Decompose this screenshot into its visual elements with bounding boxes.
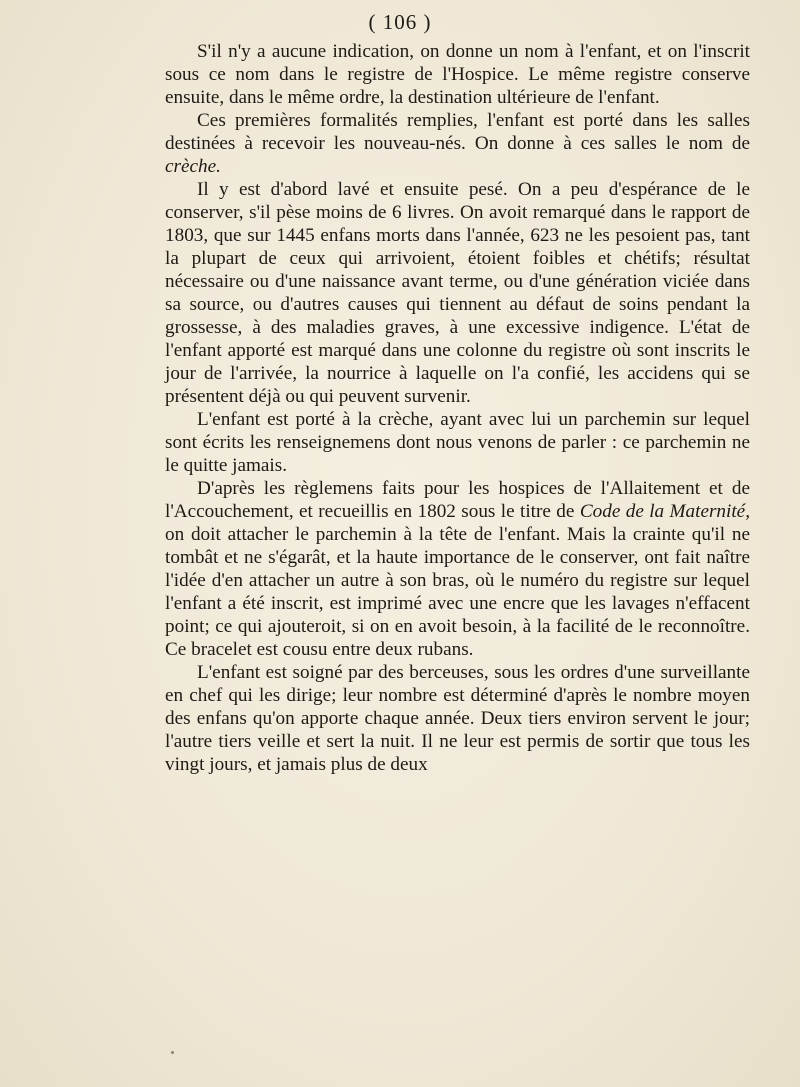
paragraph-6: L'enfant est soigné par des berceuses, sous les ordres d'une surveillante en chef qui les dirige; leur nombre est déterminé d'après le nombre moyen des enfans qu'on apporte chaque année. Deux tiers environ servent le jour; l'autre tiers veille et sert la nuit. Il ne leur est permis de sortir que tous les vingt jours, et jamais plus de deux bbox=[165, 662, 750, 775]
paragraph-5 bbox=[165, 477, 750, 661]
body-text bbox=[165, 40, 750, 776]
page-number: ( 106 ) bbox=[368, 10, 432, 34]
paper-speck bbox=[171, 1051, 174, 1054]
paragraph-4: L'enfant est porté à la crèche, ayant avec lui un parchemin sur lequel sont écrits les renseignemens dont nous venons de parler : ce parchemin ne le quitte jamais. bbox=[165, 409, 750, 476]
paragraph-1: S'il n'y a aucune indication, on donne un nom à l'enfant, et on l'inscrit sous ce nom dans le registre de l'Hospice. Le même registre conserve ensuite, dans le même ordre, la destination ultérieure de l'enfant. bbox=[165, 41, 750, 108]
paragraph-3: Il y est d'abord lavé et ensuite pesé. On a peu d'espérance de le conserver, s'il pèse moins de 6 livres. On avoit remarqué dans le rapport de 1803, que sur 1445 enfans morts dans l'année, 623 ne les pesoient pas, tant la plupart de ceux qui arrivoient, étoient foibles et chétifs; résultat nécessaire ou d'une naissance avant terme, ou d'une génération viciée dans sa source, ou d'autres causes qui tiennent au défaut de soins pendant la grossesse, à des maladies graves, à une excessive indigence. L'état de l'enfant apporté est marqué dans une colonne du registre où sont inscrits le jour de l'arrivée, la nourrice à laquelle on l'a confié, les accidens qui se présentent déjà ou qui peuvent survenir. bbox=[165, 179, 750, 407]
paragraph-2 bbox=[165, 109, 750, 178]
italic-title-code: Code de la Maternité, bbox=[579, 501, 751, 522]
paragraph-5-tail: on doit attacher le parchemin à la tête de l'enfant. Mais la crainte qu'il ne tombât et ne s'égarât, et la haute importance de le conserver, ont fait naître l'idée d'en attacher un autre à son bras, où le numéro du registre sur lequel l'enfant a été inscrit, est imprimé avec une encre que les lavages n'effacent point; ce qui ajouteroit, si on en avoit besoin, à la facilité de le reconnoître. Ce bracelet est cousu entre deux rubans. bbox=[165, 524, 750, 660]
paragraph-2-text: Ces premières formalités remplies, l'enfant est porté dans les salles destinées à recevoir les nouveau-nés. On donne à ces salles le nom de bbox=[165, 110, 750, 154]
paragraph-5-text: D'après les règlemens faits pour les hospices de l'Allaitement et de l'Accouchement, et recueillis en 1802 sous le titre de bbox=[165, 478, 750, 522]
italic-term-creche: crèche. bbox=[165, 156, 221, 177]
